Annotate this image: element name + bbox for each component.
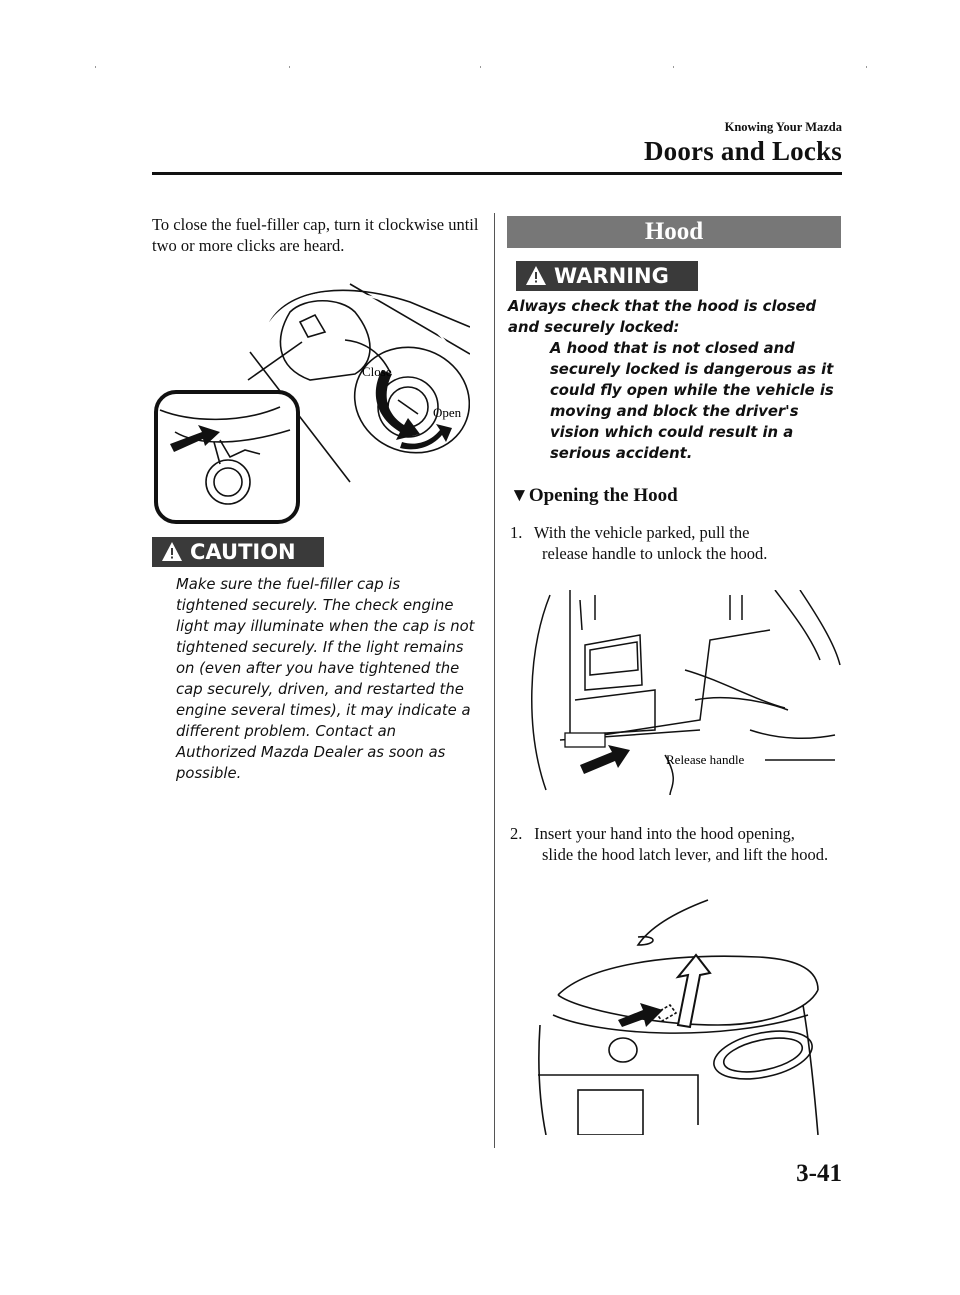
subheading-text: Opening the Hood — [528, 485, 678, 506]
opening-hood-heading — [510, 485, 678, 507]
warning-callout — [516, 261, 698, 291]
column-divider — [494, 213, 495, 1148]
step-number: 2. — [510, 824, 523, 843]
step-2 — [510, 823, 840, 865]
caution-text: Make sure the fuel-filler cap is tightened securely. The check engine light may illuminate when the cap is not tightened securely. If the light remains on (even after you have tightened the cap securely, driven, and restarted the engine several times), it may indicate a different problem. Contact an Authorized Mazda Dealer as soon as possible. — [176, 576, 475, 782]
warning-label: WARNING — [554, 264, 669, 288]
hood-section-title: Hood — [507, 216, 841, 248]
warning-triangle-icon — [161, 541, 183, 562]
step-number: 1. — [510, 523, 523, 542]
header-rule — [152, 172, 842, 175]
step-text-cont: release handle to unlock the hood. — [542, 544, 768, 563]
hood-latch-illustration — [518, 895, 840, 1135]
step-text-cont: slide the hood latch lever, and lift the hood. — [542, 845, 829, 864]
release-handle-label: Release handle — [666, 752, 745, 767]
warning-lead: Always check that the hood is closed and securely locked: — [508, 298, 817, 336]
fuel-cap-instruction: To close the fuel-filler cap, turn it clockwise until two or more clicks are heard. — [152, 215, 479, 255]
running-header-title: Doors and Locks — [643, 136, 842, 166]
triangle-bullet-icon: ▼ — [510, 485, 529, 506]
step-1 — [510, 522, 840, 564]
warning-triangle-icon — [525, 265, 547, 286]
open-label: Open — [433, 405, 462, 420]
caution-label: CAUTION — [190, 540, 296, 564]
page-number: 3-41 — [796, 1160, 842, 1187]
close-label: Close — [362, 364, 392, 379]
step-text: With the vehicle parked, pull the — [533, 523, 750, 542]
caution-callout — [152, 537, 324, 567]
fuel-cap-illustration — [150, 282, 470, 530]
warning-text: A hood that is not closed and securely locked is dangerous as it could fly open while the vehicle is moving and block the driver's vision which could result in a serious accident. — [550, 340, 834, 462]
release-handle-illustration — [520, 590, 842, 795]
running-header-section: Knowing Your Mazda — [724, 120, 842, 134]
step-text: Insert your hand into the hood opening, — [534, 824, 795, 843]
